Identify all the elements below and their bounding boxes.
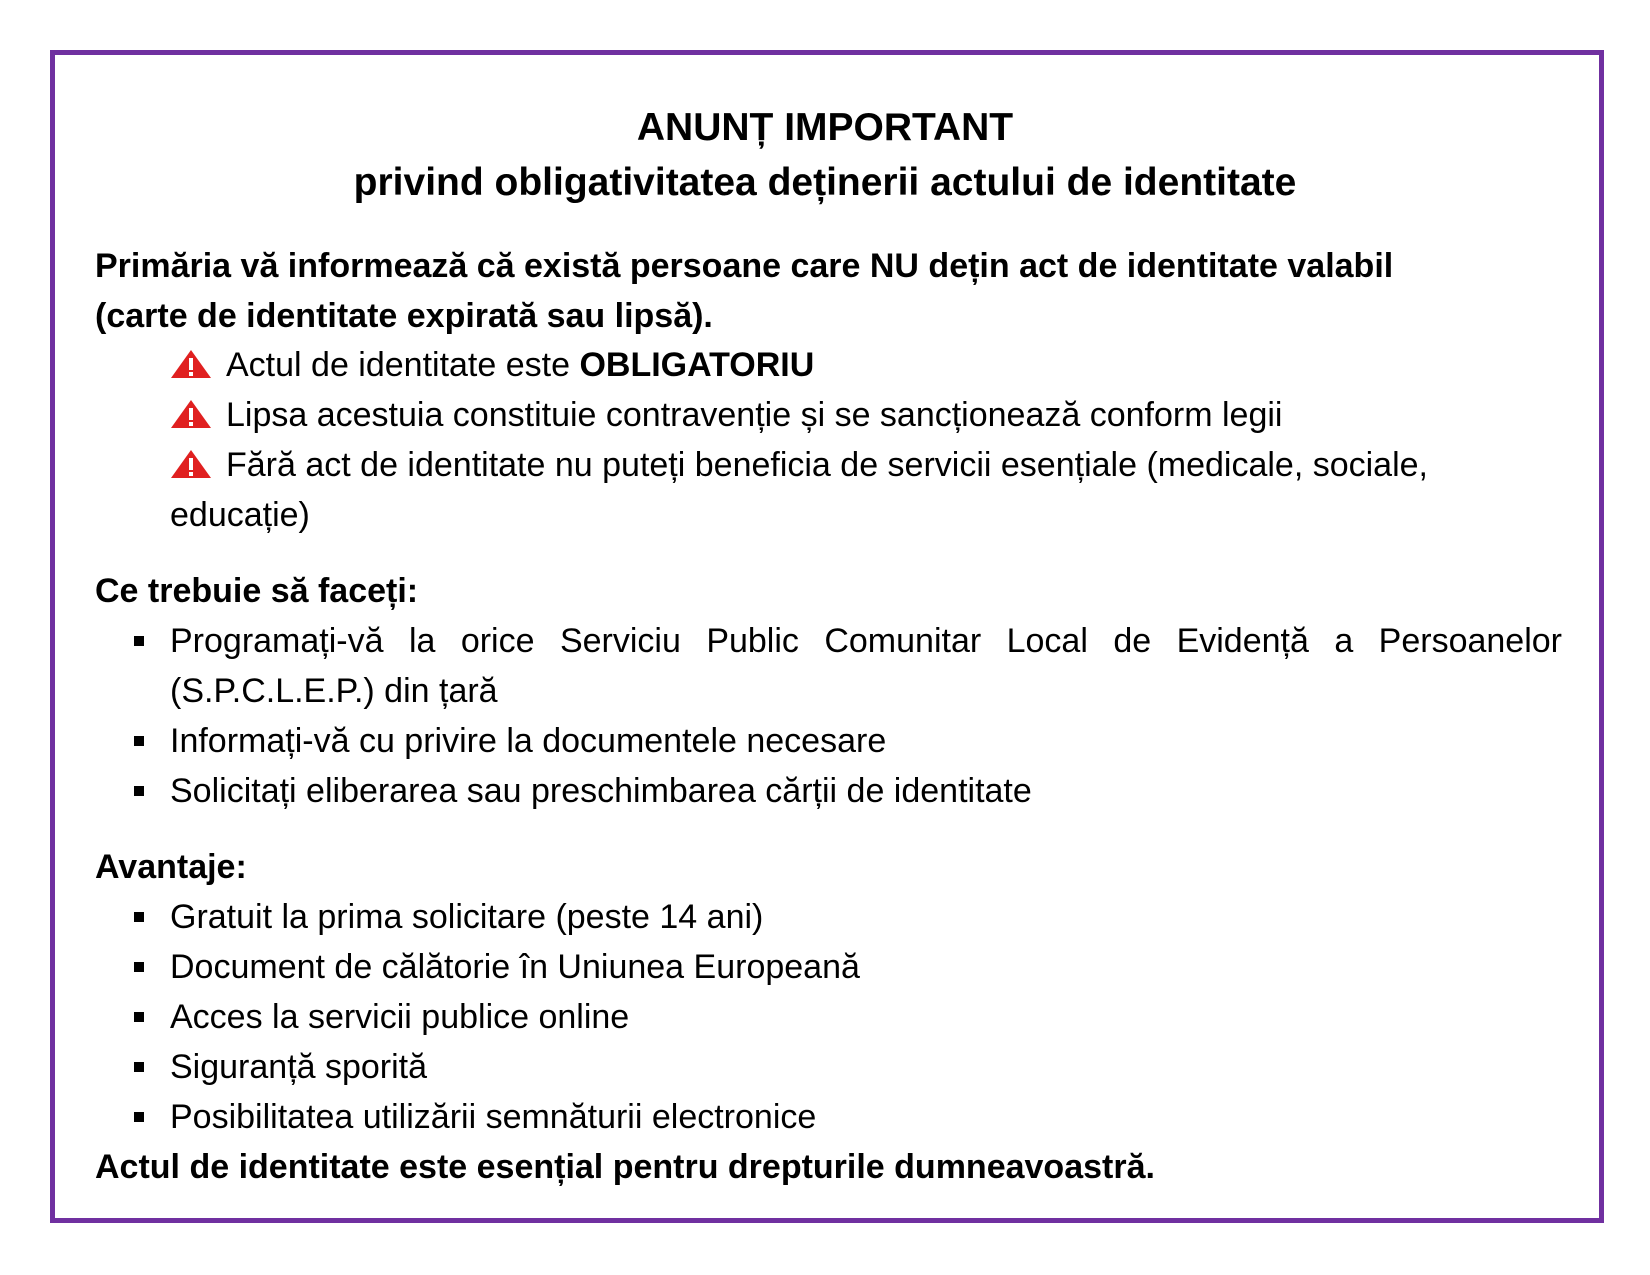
todo-item-1-line-2: (S.P.C.L.E.P.) din țară <box>170 672 498 710</box>
todo-item-1-word: Persoanelor <box>1378 622 1562 660</box>
warning-item-1 <box>170 348 814 382</box>
square-bullet-icon <box>134 786 144 796</box>
todo-item-1-word: a <box>1334 622 1354 660</box>
warning-text-1: Actul de identitate este <box>226 346 580 384</box>
advantage-item-5: Posibilitatea utilizării semnăturii electronice <box>170 1098 817 1136</box>
closing-statement: Actul de identitate este esențial pentru drepturile dumneavoastră. <box>95 1148 1155 1186</box>
todo-item-1-text: Programați-vă <box>170 622 384 660</box>
square-bullet-icon <box>134 736 144 746</box>
todo-item-1-word: Comunitar <box>824 622 982 660</box>
intro-line-2: (carte de identitate expirată sau lipsă). <box>95 297 713 335</box>
warning-text-2: Lipsa acestuia constituie contravenție și se sancționează conform legii <box>226 396 1283 434</box>
square-bullet-icon <box>134 912 144 922</box>
square-bullet-icon <box>134 1012 144 1022</box>
advantage-item-4: Siguranță sporită <box>170 1048 428 1086</box>
warning-text-3-continuation: educație) <box>170 496 310 534</box>
todo-item-1-word: la <box>408 622 436 660</box>
advantage-item-2: Document de călătorie în Uniunea Europeană <box>170 948 860 986</box>
square-bullet-icon <box>134 962 144 972</box>
announcement-title: ANUNȚ IMPORTANT <box>636 106 1014 149</box>
todo-item-1-word: Local <box>1006 622 1088 660</box>
square-bullet-icon <box>134 636 144 646</box>
todo-item-1-word: Evidență <box>1176 622 1309 660</box>
todo-heading: Ce trebuie să faceți: <box>95 572 419 610</box>
warning-emphasis: OBLIGATORIU <box>579 346 815 384</box>
announcement-subtitle: privind obligativitatea deținerii actului de identitate <box>353 161 1297 204</box>
square-bullet-icon <box>134 1062 144 1072</box>
advantage-item-3: Acces la servicii publice online <box>170 998 630 1036</box>
todo-item-1-word: de <box>1113 622 1152 660</box>
warning-triangle-icon <box>170 449 212 479</box>
warning-text-3: Fără act de identitate nu puteți beneficia de servicii esențiale (medicale, sociale, <box>226 446 1429 484</box>
advantage-item-1: Gratuit la prima solicitare (peste 14 ani) <box>170 898 764 936</box>
todo-item-1-word: Public <box>706 622 799 660</box>
todo-item-1-word: Serviciu <box>559 622 681 660</box>
warning-triangle-icon <box>170 349 212 379</box>
todo-item-1-word: orice <box>460 622 535 660</box>
todo-item-1-line-1 <box>170 624 1562 658</box>
warning-triangle-icon <box>170 399 212 429</box>
todo-item-3: Solicitați eliberarea sau preschimbarea cărții de identitate <box>170 772 1032 810</box>
warning-item-2 <box>170 398 1282 432</box>
advantages-heading: Avantaje: <box>95 848 247 886</box>
square-bullet-icon <box>134 1112 144 1122</box>
intro-line-1: Primăria vă informează că există persoane care NU dețin act de identitate valabil <box>95 247 1394 285</box>
todo-item-2: Informați-vă cu privire la documentele necesare <box>170 722 887 760</box>
warning-item-3 <box>170 448 1428 482</box>
